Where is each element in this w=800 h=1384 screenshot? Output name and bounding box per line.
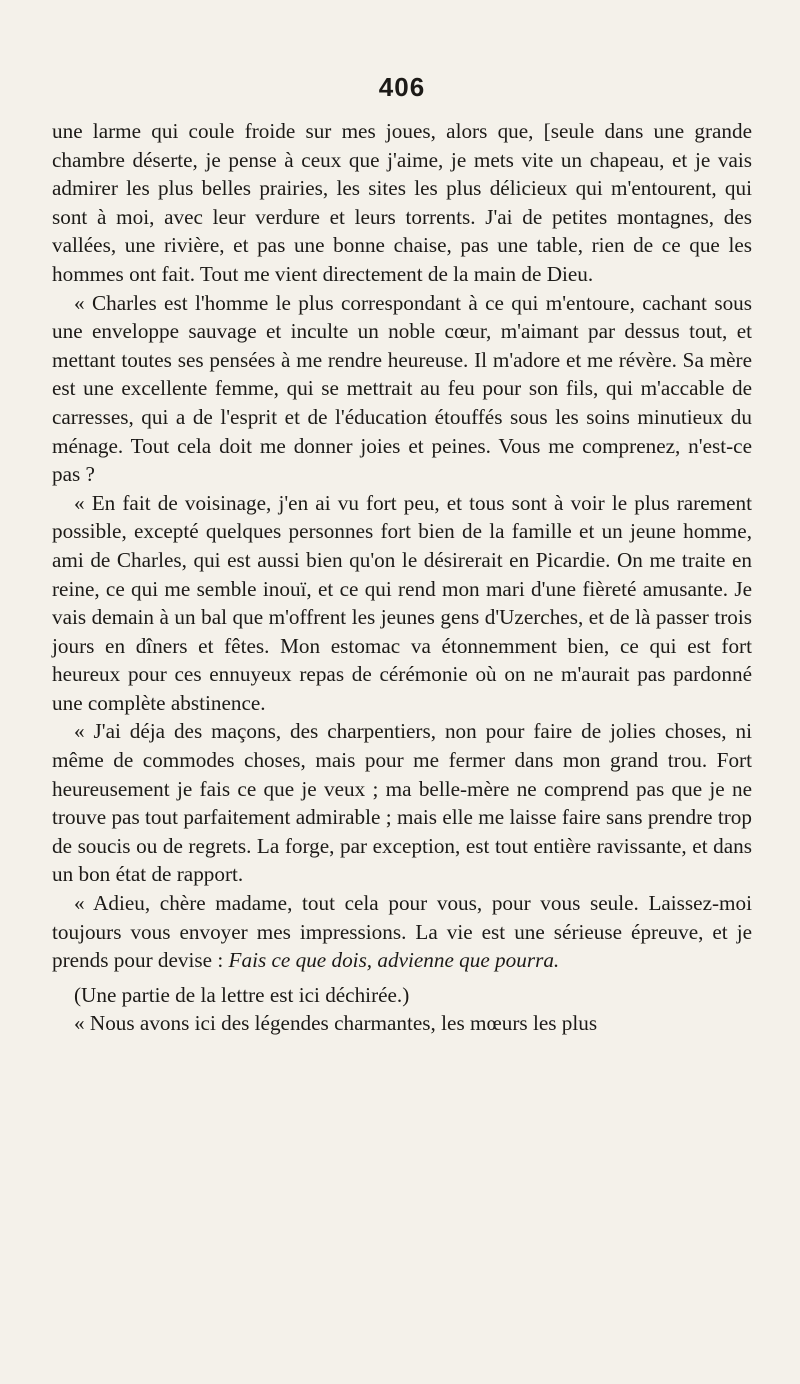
paragraph-5-text: « Adieu, chère madame, tout cela pour vous, pour vous seule. Laissez-moi toujours vous envoyer mes impressions. La vie est une sérieuse épreuve, et je prends pour devise :: [52, 891, 752, 973]
paragraph-7: « Nous avons ici des légendes charmantes, les mœurs les plus: [74, 1011, 598, 1036]
paragraph-3: « En fait de voisinage, j'en ai vu fort peu, et tous sont à voir le plus rarement possible, excepté quelques personnes fort bien de la famille et un jeune homme, ami de Charles, qui est aussi bien qu'on le désirerait en Picardie. On me traite en reine, ce qui me semble inouï, et ce qui rend mon mari d'une fièreté amusante. Je vais demain à un bal que m'offrent les jeunes gens d'Uzerches, et de là passer trois jours en dîners et fêtes. Mon estomac va étonnemment bien, ce qui est fort heureux pour ces ennuyeux repas de cérémonie où on ne m'aurait pas pardonné une complète abstinence.: [52, 490, 752, 715]
motto: Fais ce que dois, advienne que pourra.: [228, 948, 560, 973]
paragraph-5: [52, 889, 752, 975]
paragraph-1: une larme qui coule froide sur mes joues, alors que, [seule dans une grande chambre déserte, je pense à ceux que j'aime, je mets vite un chapeau, et je vais admirer les plus belles prairies, les sites les plus délicieux qui m'entourent, qui sont à moi, avec leur verdure et leurs torrents. J'ai de petites montagnes, des vallées, une rivière, et pas une bonne chaise, pas une table, rien de ce que les hommes ont fait. Tout me vient directement de la main de Dieu.: [52, 119, 752, 286]
book-page: [52, 72, 752, 1038]
page-number: 406: [378, 72, 426, 102]
paragraph-4: « J'ai déja des maçons, des charpentiers, non pour faire de jolies choses, ni même de commodes choses, mais pour me fermer dans mon grand trou. Fort heureusement je fais ce que je veux ; ma belle-mère ne comprend pas que je ne trouve pas tout parfaitement admirable ; mais elle me laisse faire sans prendre trop de soucis ou de regrets. La forge, par exception, est tout entière ravissante, et dans un bon état de rapport.: [52, 719, 752, 887]
editorial-note: (Une partie de la lettre est ici déchirée.): [74, 982, 410, 1007]
paragraph-2: « Charles est l'homme le plus correspondant à ce qui m'entoure, cachant sous une enveloppe sauvage et inculte un noble cœur, m'aimant par dessus tout, et mettant toutes ses pensées à me rendre heureuse. Il m'adore et me révère. Sa mère est une excellente femme, qui se mettrait au feu pour son fils, qui m'accable de carresses, qui a de l'esprit et de l'éducation étouffés sous les soins minutieux du ménage. Tout cela doit me donner joies et peines. Vous me comprenez, n'est-ce pas ?: [52, 290, 752, 487]
